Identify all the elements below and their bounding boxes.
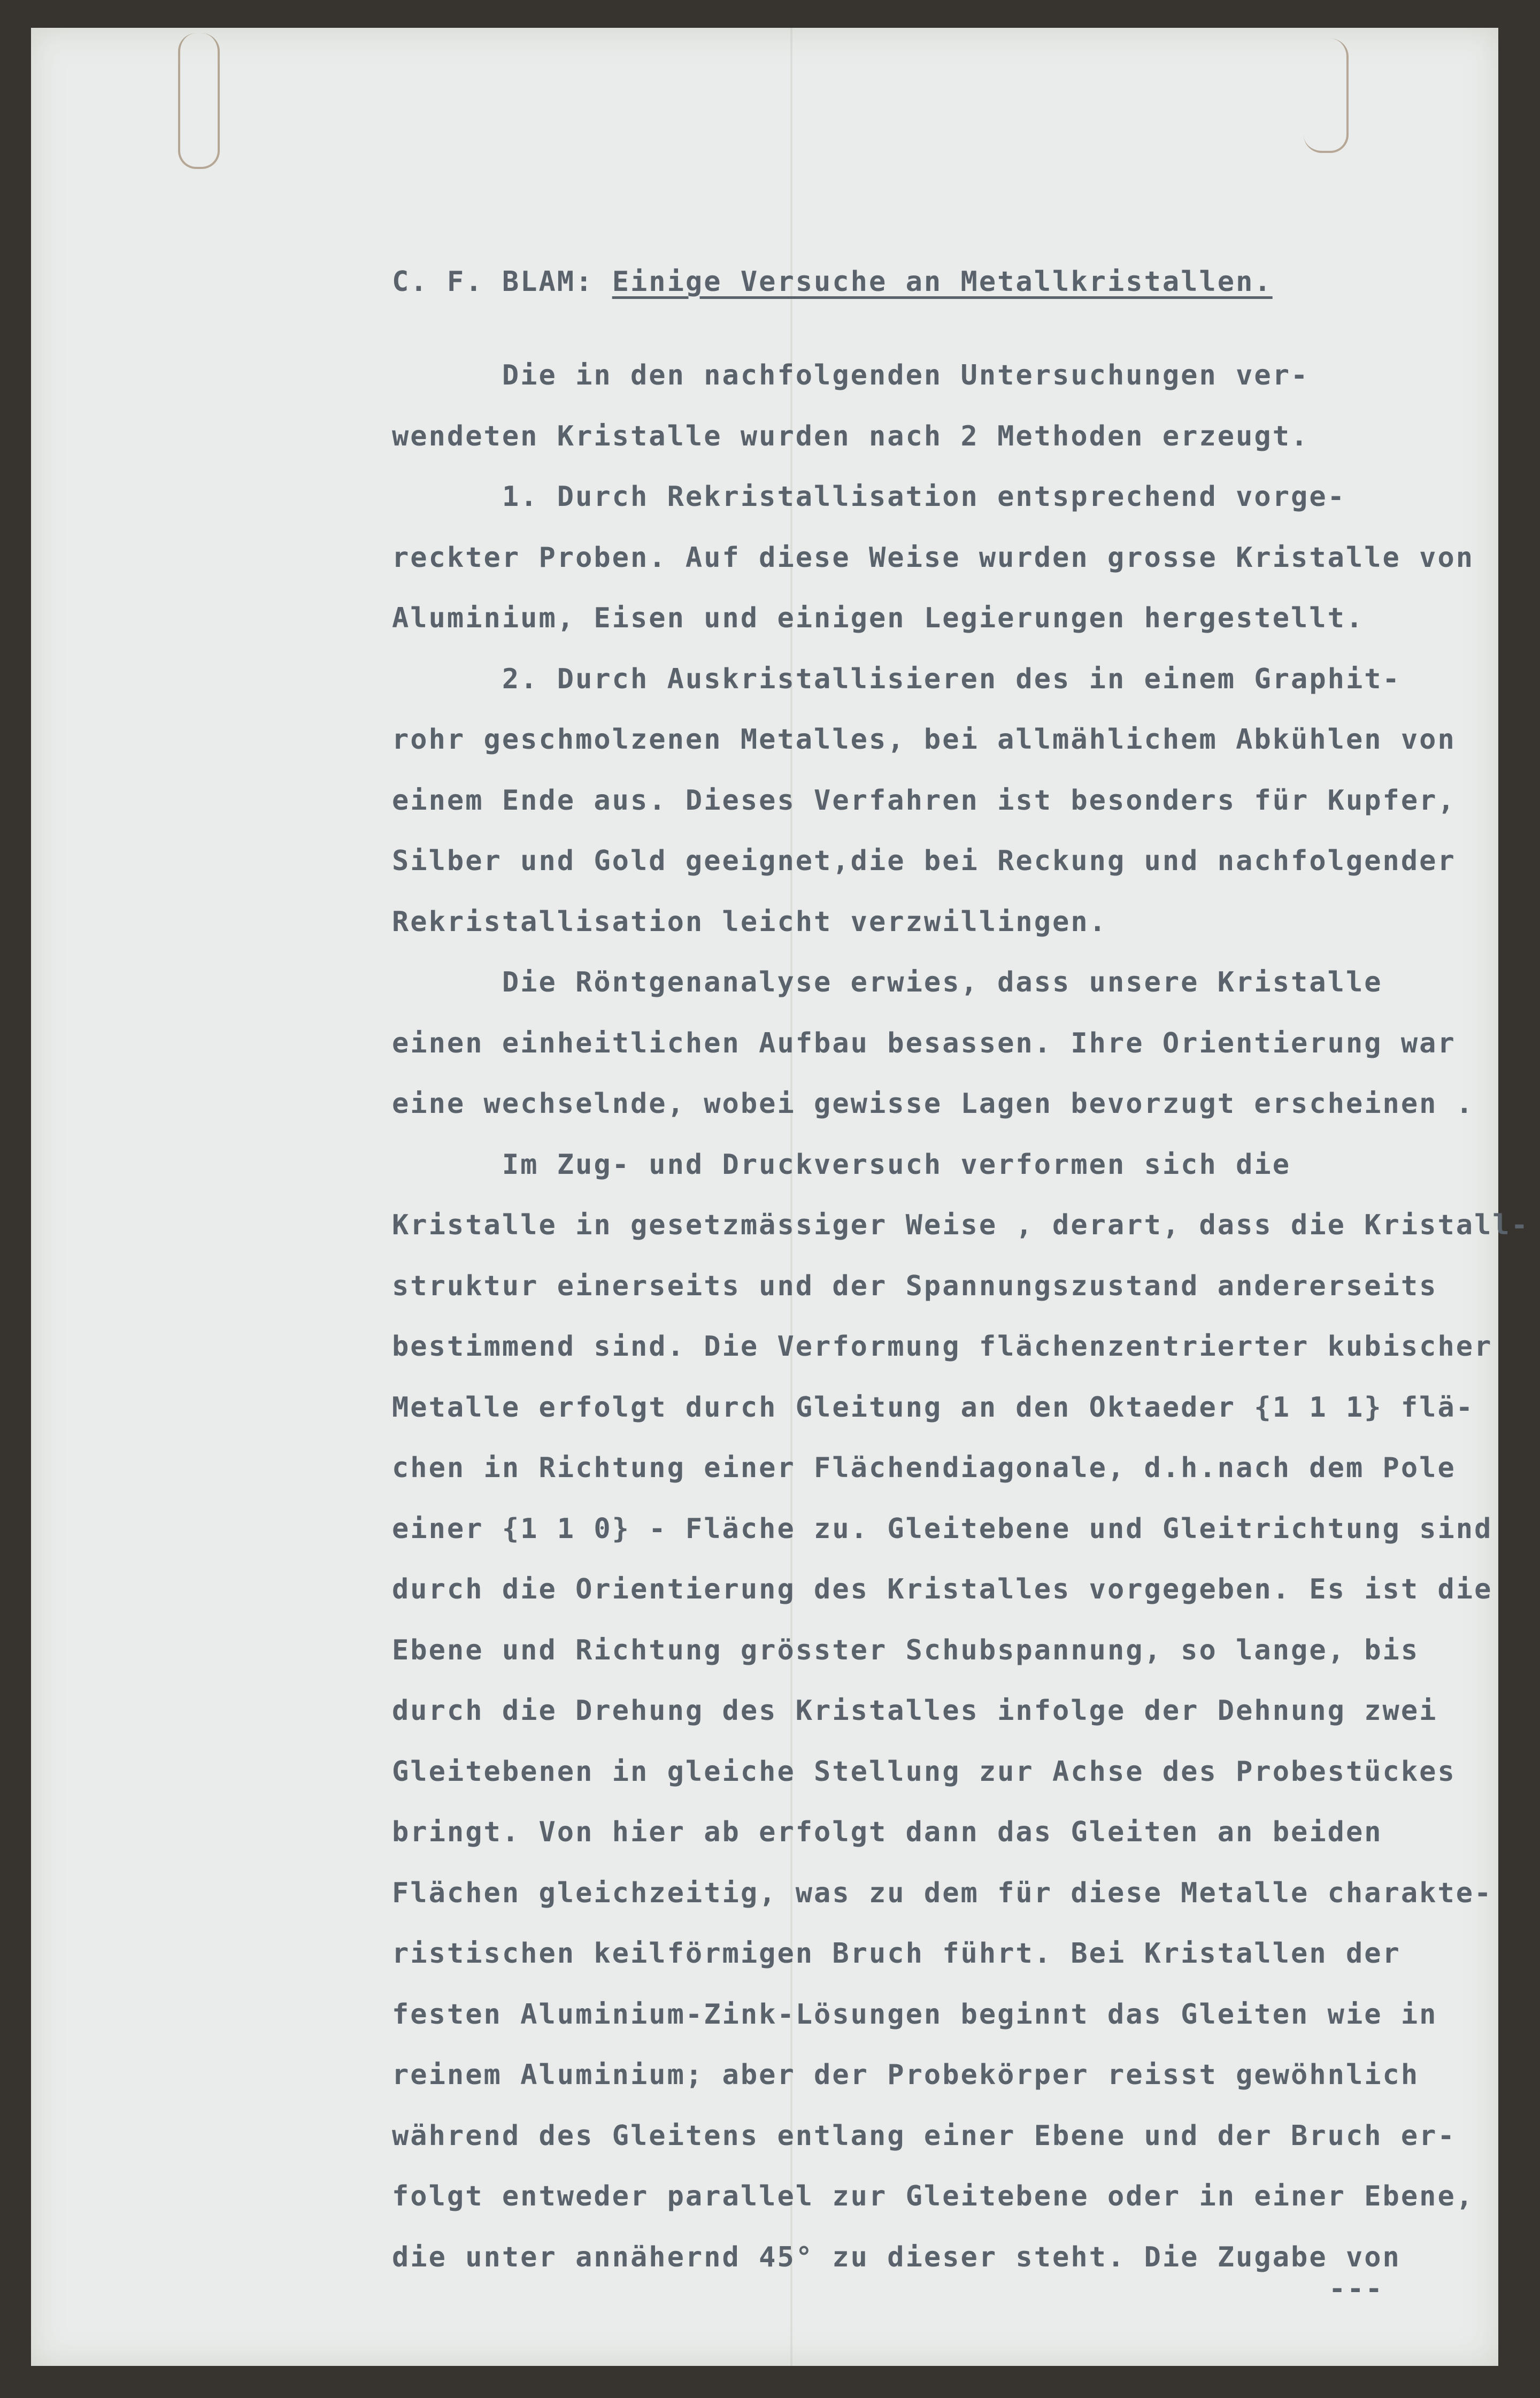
text-line: durch die Orientierung des Kristalles vorgegeben. Es ist die	[392, 1573, 1493, 1605]
author-name: C. F. BLAM:	[392, 266, 594, 298]
text-line: während des Gleitens entlang einer Ebene und der Bruch er-	[392, 2120, 1456, 2152]
typed-page	[31, 28, 1530, 2366]
text-line: Kristalle in gesetzmässiger Weise , derart, dass die Kristall-	[392, 1209, 1530, 1241]
text-line: Im Zug- und Druckversuch verformen sich die	[392, 1149, 1291, 1181]
typed-text	[31, 28, 1530, 2366]
text-line: Gleitebenen in gleiche Stellung zur Achse des Probestückes	[392, 1756, 1456, 1788]
text-line: einer {1 1 0} - Fläche zu. Gleitebene und Gleitrichtung sind	[392, 1513, 1493, 1545]
text-line: durch die Drehung des Kristalles infolge der Dehnung zwei	[392, 1695, 1438, 1727]
text-line: Metalle erfolgt durch Gleitung an den Oktaeder {1 1 1} flä-	[392, 1392, 1475, 1424]
text-line: ristischen keilförmigen Bruch führt. Bei Kristallen der	[392, 1938, 1401, 1970]
text-line: bringt. Von hier ab erfolgt dann das Gleiten an beiden	[392, 1816, 1383, 1848]
text-line: Rekristallisation leicht verzwillingen.	[392, 906, 1107, 938]
text-line: Ebene und Richtung grösster Schubspannung, so lange, bis	[392, 1634, 1420, 1666]
text-line: Die Röntgenanalyse erwies, dass unsere Kristalle	[392, 966, 1383, 998]
text-line: Silber und Gold geeignet,die bei Reckung und nachfolgender	[392, 845, 1456, 877]
text-line: rohr geschmolzenen Metalles, bei allmählichem Abkühlen von	[392, 724, 1456, 756]
text-line: reinem Aluminium; aber der Probekörper reisst gewöhnlich	[392, 2059, 1420, 2091]
text-line: folgt entweder parallel zur Gleitebene oder in einer Ebene,	[392, 2180, 1475, 2212]
text-line: die unter annähernd 45° zu dieser steht. Die Zugabe von	[392, 2241, 1401, 2273]
text-line: festen Aluminium-Zink-Lösungen beginnt das Gleiten wie in	[392, 1999, 1438, 2031]
text-line: bestimmend sind. Die Verformung flächenzentrierter kubischer	[392, 1331, 1493, 1363]
text-line: struktur einerseits und der Spannungszustand andererseits	[392, 1270, 1438, 1302]
header-line	[392, 263, 1273, 301]
continuation-mark: ---	[1329, 2273, 1384, 2305]
text-line: reckter Proben. Auf diese Weise wurden grosse Kristalle von	[392, 542, 1475, 574]
document-title: Einige Versuche an Metallkristallen.	[612, 266, 1273, 298]
text-line: Die in den nachfolgenden Untersuchungen ver-	[392, 359, 1310, 391]
text-line: 1. Durch Rekristallisation entsprechend vorge-	[392, 481, 1346, 513]
text-line: eine wechselnde, wobei gewisse Lagen bevorzugt erscheinen .	[392, 1088, 1475, 1120]
text-line: Flächen gleichzeitig, was zu dem für diese Metalle charakte-	[392, 1877, 1493, 1909]
text-line: chen in Richtung einer Flächendiagonale, d.h.nach dem Pole	[392, 1452, 1456, 1484]
text-line: einen einheitlichen Aufbau besassen. Ihre Orientierung war	[392, 1027, 1456, 1059]
text-line: Aluminium, Eisen und einigen Legierungen hergestellt.	[392, 602, 1365, 634]
text-line: 2. Durch Auskristallisieren des in einem Graphit-	[392, 663, 1401, 695]
text-line: wendeten Kristalle wurden nach 2 Methoden erzeugt.	[392, 420, 1310, 452]
text-line: einem Ende aus. Dieses Verfahren ist besonders für Kupfer,	[392, 785, 1456, 817]
